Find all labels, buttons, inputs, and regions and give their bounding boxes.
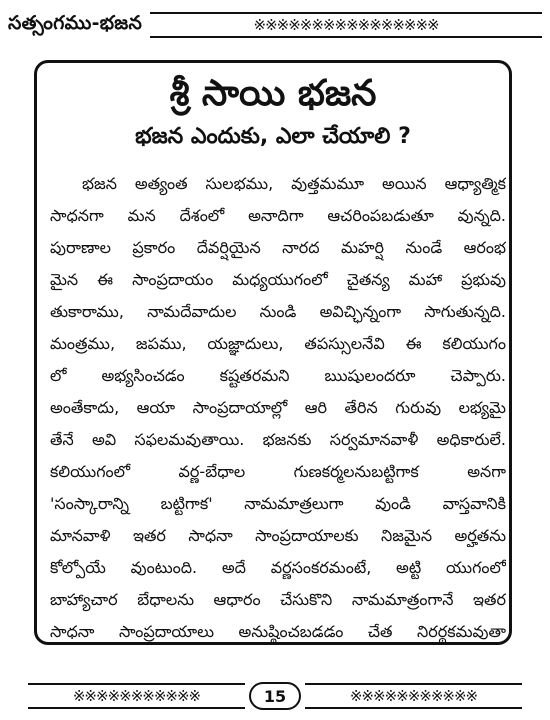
- body-text: [50, 168, 506, 648]
- footer-ornament-right: ※※※※※※※※※※※: [305, 683, 522, 709]
- text-line: భజన అత్యంత సులభము, వుత్తమమూ అయిన ఆధ్యాత్మిక: [82, 174, 506, 193]
- page-subtitle: భజన ఎందుకు, ఎలా చేయాలి ?: [135, 124, 411, 149]
- text-line: లో అభ్యసించడం కష్టతరమని ఋషులందరూ చెప్పారు.: [50, 366, 506, 385]
- page-number: 15: [249, 682, 301, 710]
- text-line: మైన ఈ సాంప్రదాయం మధ్యయుగంలో చైతన్య మహా ప్రభువు: [50, 270, 506, 289]
- footer: [28, 682, 522, 710]
- text-line: కోల్పోయే వుంటుంది. అదే వర్ణసంకరమంటే, అట్టి యుగంలో: [50, 558, 506, 577]
- running-head-title: సత్సంగము-భజన: [8, 11, 143, 34]
- text-line: మంత్రము, జపము, యజ్ఞాదులు, తపస్సులనేవి ఈ కలియుగం: [50, 334, 506, 353]
- page-title: శ్రీ సాయి భజన: [169, 73, 377, 114]
- text-line: 'సంస్కారాన్ని బట్టిగాక' నామమాత్రలుగా వుండి వాస్తవానికి: [50, 494, 506, 513]
- text-line: తుకారాము, నామదేవాదుల నుండి అవిచ్ఛిన్నంగా సాగుతున్నది.: [50, 302, 506, 321]
- text-line: సాధనగా మన దేశంలో అనాదిగా ఆచరింపబడుతూ వున్నది.: [50, 206, 506, 225]
- text-line: పురాణాల ప్రకారం దేవర్షియైన నారద మహర్షి నుండే ఆరంభ: [50, 238, 506, 257]
- text-line: బాహ్యాచార బేధాలను ఆధారం చేసుకొని నామమాత్రంగానే ఇతర: [50, 590, 506, 609]
- running-head: [8, 6, 542, 44]
- text-line: సాధనా సాంప్రదాయాలు అనుష్ఠించబడడం చేత నిరర్థకమవుతా: [50, 622, 506, 641]
- text-line: కలియుగంలో వర్ణ-బేధాల గుణకర్మలనుబట్టిగాక అనగా: [50, 462, 506, 481]
- header-ornament-border: ※※※※※※※※※※※※※※※※: [150, 12, 542, 38]
- text-line: మానవాళి ఇతర సాధనా సాంప్రదాయాలకు నిజమైన అర్హతను: [50, 526, 506, 545]
- text-line: తేనే అవి సఫలమవుతాయి. భజనకు సర్వమానవాళీ అధికారులే.: [50, 430, 506, 449]
- footer-ornament-left: ※※※※※※※※※※※: [28, 683, 245, 709]
- text-line: అంతేకాదు, ఆయా సాంప్రదాయాల్లో ఆరి తేరిన గురువు లభ్యమై: [50, 398, 506, 417]
